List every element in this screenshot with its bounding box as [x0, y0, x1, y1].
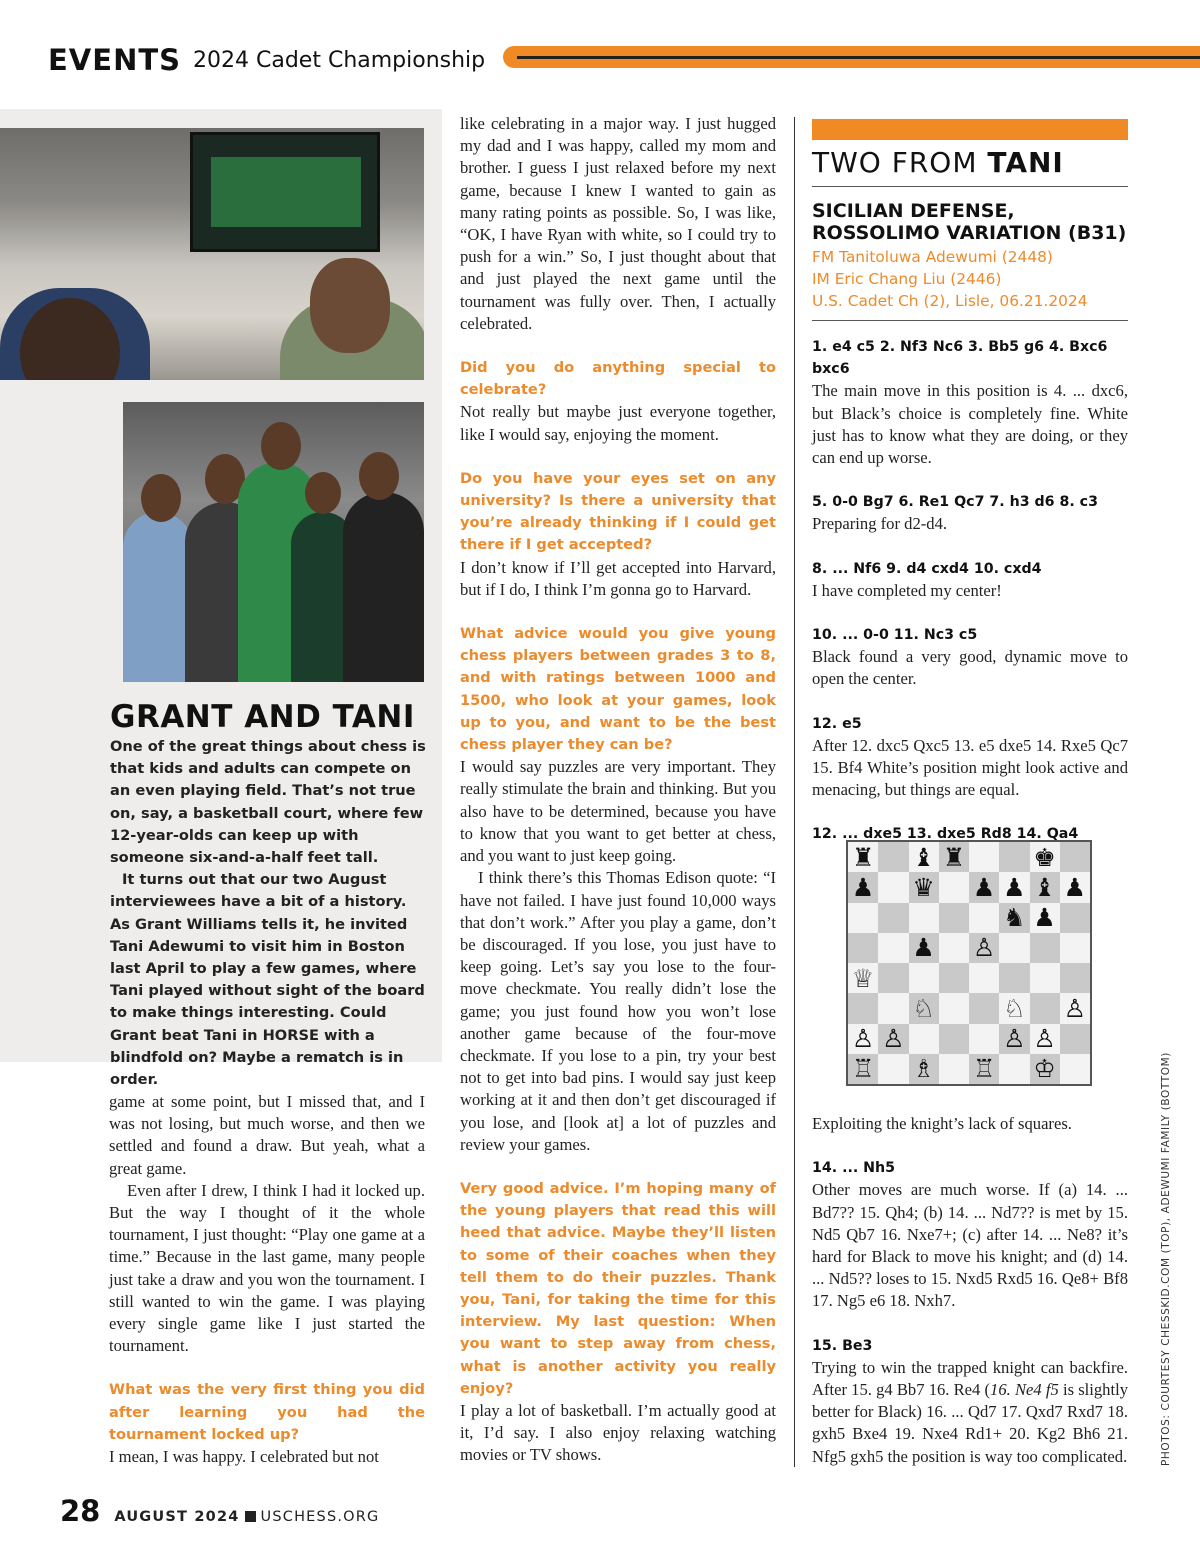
games-title [812, 146, 1064, 179]
square-e5 [969, 933, 999, 963]
chess-piece-icon: ♝ [1033, 872, 1056, 902]
move-text: 5. 0-0 Bg7 6. Re1 Qc7 7. h3 d6 8. c3 [812, 494, 1098, 511]
move-block [812, 336, 1128, 469]
square-g4 [1030, 963, 1060, 993]
chess-piece-icon: ♘ [912, 993, 935, 1023]
square-b6 [878, 903, 908, 933]
photo-person-head [359, 452, 399, 500]
move-text: 8. ... Nf6 9. d4 cxd4 10. cxd4 [812, 560, 1042, 577]
header-accent-line [517, 56, 1200, 59]
photo-person-head [141, 474, 181, 522]
chess-piece-icon: ♝ [912, 842, 935, 872]
square-c5 [909, 933, 939, 963]
move-text: 12. ... dxe5 13. dxe5 Rd8 14. Qa4 [812, 826, 1079, 843]
game-opening-title: SICILIAN DEFENSE, ROSSOLIMO VARIATION (B31) [812, 200, 1127, 244]
square-e3 [969, 993, 999, 1023]
interview-question: Very good advice. I’m hoping many of the young players that read this will heed that advice. Maybe they’ll listen to some of their coaches when they tell them to do their puzzles. Thank you, Tani, for taking the time for this interview. My last question: When you want to step away from chess, what is another activity you really enjoy? [460, 1179, 776, 1397]
square-a3 [848, 993, 878, 1023]
square-g3 [1030, 993, 1060, 1023]
chess-piece-icon: ♖ [972, 1054, 996, 1084]
interview-answer: Not really but maybe just everyone together, like I would say, enjoying the moment. [460, 402, 776, 444]
interview-answer: I play a lot of basketball. I’m actually good at it, I’d say. I also enjoy relaxing watching movies or TV shows. [460, 1400, 776, 1465]
section-label: EVENTS [48, 43, 182, 77]
chess-piece-icon: ♖ [851, 1054, 875, 1084]
photo-person-adult-head [310, 258, 390, 353]
chess-piece-icon: ♙ [1003, 1024, 1026, 1054]
square-a7 [848, 872, 878, 902]
square-a1 [848, 1054, 878, 1084]
square-h5 [1060, 933, 1090, 963]
photo-family-group [123, 402, 424, 682]
square-h7 [1060, 872, 1090, 902]
move-note: I have completed my center! [812, 580, 1002, 600]
black-player: IM Eric Chang Liu (2446) [812, 270, 1002, 289]
square-g6 [1030, 903, 1060, 933]
sidebar-accent-bar [812, 119, 1128, 140]
chess-piece-icon: ♟ [1063, 872, 1087, 902]
move-note: Preparing for d2-d4. [812, 514, 948, 534]
section-title: 2024 Cadet Championship [193, 47, 486, 73]
square-c6 [909, 903, 939, 933]
square-h8 [1060, 842, 1090, 872]
square-b7 [878, 872, 908, 902]
square-d3 [939, 993, 969, 1023]
square-h2 [1060, 1024, 1090, 1054]
square-a6 [848, 903, 878, 933]
move-note [812, 1357, 1128, 1468]
square-d7 [939, 872, 969, 902]
footer-site: USCHESS.ORG [260, 1509, 380, 1525]
move-note: Other moves are much worse. If (a) 14. ... Bd7?? 15. Qh4; (b) 14. ... Nd7?? is met by 15. Nd5 Qb7 16. Nxe7+; (c) after 14. ... Ne8? it’s hard for Black to move his knight; and (d) 14. ... Nd5?? loses to 15. Nxd5 Rxd5 16. Qe8+ Bf8 17. Ng5 e6 18. Nxh7. [812, 1180, 1128, 1311]
square-a2 [848, 1024, 878, 1054]
games-title-light: TWO FROM [812, 146, 988, 179]
chess-piece-icon: ♙ [1033, 1024, 1056, 1054]
game-annotations-continued [812, 1113, 1128, 1468]
square-c1 [909, 1054, 939, 1084]
move-block [812, 624, 1128, 691]
square-b3 [878, 993, 908, 1023]
photo-person [123, 512, 193, 682]
chess-piece-icon: ♟ [972, 872, 996, 902]
move-note-italic: 16. Ne4 f5 [990, 1380, 1059, 1400]
chess-piece-icon: ♙ [851, 1024, 875, 1054]
chess-piece-icon: ♟ [912, 933, 935, 963]
square-f6 [999, 903, 1029, 933]
chess-piece-icon: ♟ [1033, 903, 1056, 933]
chess-piece-icon: ♜ [942, 842, 966, 872]
chess-diagram [846, 840, 1092, 1086]
square-a5 [848, 933, 878, 963]
square-d8 [939, 842, 969, 872]
square-g5 [1030, 933, 1060, 963]
move-block [812, 713, 1128, 802]
square-a8 [848, 842, 878, 872]
square-f3 [999, 993, 1029, 1023]
square-g7 [1030, 872, 1060, 902]
photo-credit: PHOTOS: COURTESY CHESSKID.COM (TOP), ADEWUMI FAMILY (BOTTOM) [1160, 1052, 1172, 1466]
chess-piece-icon: ♙ [972, 933, 996, 963]
move-block [812, 558, 1128, 602]
square-d5 [939, 933, 969, 963]
square-h1 [1060, 1054, 1090, 1084]
square-h6 [1060, 903, 1090, 933]
chess-piece-icon: ♞ [1003, 903, 1026, 933]
square-bullet-icon [245, 1511, 256, 1522]
games-title-bold: TANI [987, 146, 1064, 179]
sidebar-paragraph: It turns out that our two August interviewees have a bit of a history. As Grant Williams tells it, he invited Tani Adewumi to visit him in Boston last April to play a few games, where Tani played without sight of the board to make things interesting. Could Grant beat Tani in HORSE with a blindfold on? Maybe a rematch is in order. [110, 871, 425, 1089]
interview-question: Do you have your eyes set on any university? Is there a university that you’re already thinking if I could get there if I get accepted? [460, 469, 776, 554]
interview-answer: I would say puzzles are very important. They really stimulate the brain and thinking. But you also have to be determined, because you have to know that you want to get better at chess, and you want to just keep going. [460, 757, 776, 866]
body-paragraph: game at some point, but I missed that, and I was not losing, but much worse, and then we settled and found a draw. But yeah, what a great game. [109, 1092, 425, 1178]
photo-person [343, 492, 424, 682]
square-c2 [909, 1024, 939, 1054]
square-c7 [909, 872, 939, 902]
square-e4 [969, 963, 999, 993]
sidebar-heading: GRANT AND TANI [110, 699, 415, 735]
move-note: After 12. dxc5 Qxc5 13. e5 dxe5 14. Rxe5 Qc7 15. Bf4 White’s position might look active and menacing, but things are equal. [812, 735, 1128, 800]
square-f8 [999, 842, 1029, 872]
square-b4 [878, 963, 908, 993]
square-b8 [878, 842, 908, 872]
rule-line [812, 186, 1128, 187]
sidebar-paragraph: One of the great things about chess is that kids and adults can compete on an even playing field. That’s not true on, say, a basketball court, where few 12-year-olds can keep up with someone six-and-a-half feet tall. [110, 738, 426, 867]
square-h4 [1060, 963, 1090, 993]
square-e6 [969, 903, 999, 933]
square-e2 [969, 1024, 999, 1054]
chess-piece-icon: ♔ [1033, 1054, 1056, 1084]
move-text: 1. e4 c5 2. Nf3 Nc6 3. Bb5 g6 4. Bxc6 bxc6 [812, 339, 1108, 378]
square-b2 [878, 1024, 908, 1054]
chess-piece-icon: ♟ [1003, 872, 1026, 902]
page-header [48, 40, 485, 80]
square-e1 [969, 1054, 999, 1084]
square-g2 [1030, 1024, 1060, 1054]
body-paragraph: Even after I drew, I think I had it locked up. But the way I thought of it the whole tournament, I just thought: “Play one game at a time.” Because in the last game, many people just take a draw and you won the tournament. I still wanted to win the game. I was playing every single game like I just started the tournament. [109, 1180, 425, 1356]
sidebar-body [110, 736, 428, 1091]
square-f2 [999, 1024, 1029, 1054]
game-event: U.S. Cadet Ch (2), Lisle, 06.21.2024 [812, 292, 1088, 311]
move-note: Black found a very good, dynamic move to open the center. [812, 647, 1128, 689]
square-e8 [969, 842, 999, 872]
square-d6 [939, 903, 969, 933]
move-note-part: Trying to win the trapped knight can backfire. After 15. g4 Bb7 16. Re4 ( [812, 1357, 1128, 1400]
page-footer [60, 1494, 379, 1528]
move-text: 15. Be3 [812, 1337, 873, 1354]
chess-piece-icon: ♕ [851, 963, 875, 993]
interview-question: What was the very first thing you did after learning you had the tournament locked up? [109, 1381, 425, 1443]
tv-screen [190, 132, 380, 252]
square-b5 [878, 933, 908, 963]
move-text: 14. ... Nh5 [812, 1160, 896, 1177]
square-f5 [999, 933, 1029, 963]
chess-piece-icon: ♙ [1063, 993, 1087, 1023]
square-e7 [969, 872, 999, 902]
game-info [812, 246, 1128, 313]
chess-piece-icon: ♛ [912, 872, 935, 902]
chess-piece-icon: ♗ [912, 1054, 935, 1084]
square-d1 [939, 1054, 969, 1084]
footer-issue [114, 1509, 379, 1525]
interview-answer: I don’t know if I’ll get accepted into Harvard, but if I do, I think I’m gonna go to Harvard. [460, 557, 776, 599]
photo-person-head [261, 422, 301, 470]
column-divider [794, 117, 795, 1467]
rule-line [812, 320, 1128, 321]
interview-question: Did you do anything special to celebrate? [460, 359, 776, 399]
interview-answer: I think there’s this Thomas Edison quote: “I have not failed. I have just found 10,000 ways that don’t work.” After you play a game, don’t be discouraged. If you lose, you just have to keep going. Let’s say you lose to the four-move checkmate. You really didn’t lose the game; you just found how you won’t lose another game because of the four-move checkmate. If you lose to a pin, try your best not to get into bad pins. I would say just keep working at it and then don’t get discouraged if you lose, and [look at] a lot of puzzles and review your games. [460, 868, 776, 1154]
footer-issue-date: AUGUST 2024 [114, 1509, 240, 1525]
chess-piece-icon: ♜ [851, 842, 875, 872]
move-note-part: is slightly better for Black) 16. ... Qd7 17. Qxd7 Rxd7 18. gxh5 Bxe4 19. Nxe4 Rd1+ 20. Kg2 Bh6 21. Nfg5 gxh5 the position is way too complicated. [812, 1380, 1128, 1466]
move-text: 12. e5 [812, 715, 862, 732]
square-f1 [999, 1054, 1029, 1084]
white-player: FM Tanitoluwa Adewumi (2448) [812, 248, 1053, 266]
square-g1 [1030, 1054, 1060, 1084]
diagram-caption: Exploiting the knight’s lack of squares. [812, 1114, 1072, 1133]
chess-piece-icon: ♘ [1003, 993, 1026, 1023]
move-text: 10. ... 0-0 11. Nc3 c5 [812, 627, 978, 644]
square-c4 [909, 963, 939, 993]
square-a4 [848, 963, 878, 993]
chess-piece-icon: ♚ [1033, 842, 1056, 872]
article-column-1 [109, 1091, 425, 1468]
square-d2 [939, 1024, 969, 1054]
square-h3 [1060, 993, 1090, 1023]
square-c8 [909, 842, 939, 872]
chess-piece-icon: ♟ [851, 872, 875, 902]
interview-answer: I mean, I was happy. I celebrated but not [109, 1447, 379, 1467]
interview-question: What advice would you give young chess players between grades 3 to 8, and with ratings between 1000 and 1500, who look at your games, look up to you, and want to be the best chess player they can be? [460, 625, 776, 754]
square-f4 [999, 963, 1029, 993]
article-column-2 [460, 113, 776, 1467]
square-b1 [878, 1054, 908, 1084]
page-number: 28 [60, 1494, 101, 1528]
photo-chess-game [0, 128, 424, 380]
photo-person-head [305, 472, 341, 514]
square-g8 [1030, 842, 1060, 872]
body-paragraph: like celebrating in a major way. I just hugged my dad and I was happy, called my mom and brother. I guess I just relaxed before my next game, because I knew I wanted to gain as many rating points as possible. So, I was like, “OK, I have Ryan with white, so I could try to push for a win.” So, I just thought about that and just played the next game until the tournament was fully over. Then, I actually celebrated. [460, 114, 776, 333]
move-note: The main move in this position is 4. ... dxc6, but Black’s choice is completely fine. White just has to know what they are doing, or they can end up worse. [812, 381, 1128, 468]
move-block [812, 491, 1128, 535]
square-f7 [999, 872, 1029, 902]
game-annotations [812, 336, 1128, 872]
square-d4 [939, 963, 969, 993]
square-c3 [909, 993, 939, 1023]
chess-piece-icon: ♙ [882, 1024, 905, 1054]
